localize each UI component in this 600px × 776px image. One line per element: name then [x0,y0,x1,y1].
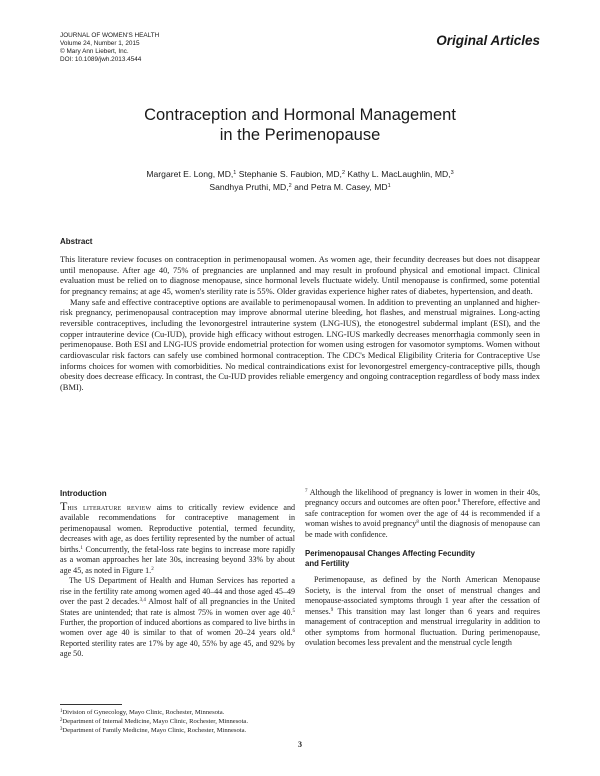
citation: 8 [416,520,419,526]
citation: 9 [330,607,334,613]
page-number: 3 [298,740,302,749]
citation: 5 [292,608,295,614]
citation: 1 [80,545,83,551]
intro-paragraph: The US Department of Health and Human Services has reported a rise in the fertility rate among women aged 40–44 and those aged 45–49 over the past 2 decades.$^{3,4}$ Almost half of all pregnancies in the United States are unintended; that rate is almost 75% in women over age 40.$^5$ Further, the proportion of induced abortions as compared to live births in women over age 40 is similar to that of women 20–24 years old.$^6$ Reported sterility rates are 17% by age 40, 55% by age 45, and 92% by age 50. [60,576,295,659]
citation: 2 [151,566,154,572]
introduction-heading: Introduction [60,489,107,498]
author-name: Kathy L. MacLaughlin, MD, [347,169,451,179]
journal-copyright: © Mary Ann Liebert, Inc. [60,48,129,55]
author-affiliation-mark: 2 [341,170,345,176]
perimenopause-paragraph: Perimenopause, as defined by the North American Menopause Society, is the interval from the onset of menstrual changes and menopause-associated symptoms through 1 year after the cessation of menses.$^9$ This transition may last longer than 6 years and requires management of contraception and menstrual irregularity in addition to other symptoms from hormonal fluctuation. During perimenopause, ovulation becomes less prevalent and the menstrual cycle length [305,575,540,647]
abstract-paragraph: This literature review focuses on contraception in perimenopausal women. As women age, their fecundity decreases but does not disappear until menopause. After age 40, 75% of pregnancies are unplanned and may result in profound physical and emotional impact. Clinical evaluation must be relied on to diagnose menopause, since hormonal levels fluctuate widely. Until menopause is confirmed, some potential for pregnancy remains; at age 45, women's sterility rate is 55%. Older gravidas experience higher rates of diabetes, hypertension, and death. [60,254,540,296]
affiliation-footnotes [60,708,248,736]
author-affiliation-mark: 3 [450,170,454,176]
section-label: Original Articles [436,33,540,48]
author-name: Margaret E. Long, MD, [146,169,234,179]
author-list [60,168,540,193]
abstract-body [60,254,540,393]
article-title-line-2: in the Perimenopause [219,126,381,144]
author-affiliation-mark: 1 [387,182,391,189]
footnote-divider [60,704,122,705]
footnote: $^3$Department of Family Medicine, Mayo Clinic, Rochester, Minnesota. [60,727,247,735]
journal-metadata [60,32,159,64]
perimenopause-subheading: Perimenopausal Changes Affecting Fecundity and Fertility [305,549,475,569]
citation: 7 [305,489,308,494]
citation: 6 [292,629,295,635]
citation: 3,4 [139,598,146,604]
author-affiliation-mark: 2 [288,182,292,189]
author-affiliation-mark: 1 [233,170,237,176]
intro-paragraph: This literature review aims to critically review evidence and available recommendations for contraceptive management in perimenopausal women. Reproductive potential, termed fecundity, decreases with age, as does fertility represented by the number of actual births.$^1$ Concurrently, the fetal-loss rate begins to increase more rapidly as a woman approaches her late 30s, increasing beyond 33% by about age 45, as noted in Figure 1.$^2$ [60,499,295,575]
abstract-paragraph: Many safe and effective contraceptive options are available to perimenopausal women. In addition to preventing an unplanned and higher-risk pregnancy, perimenopausal contraception may improve abnormal uterine bleeding, hot flashes, and menstrual migraines. Long-acting reversible contraceptives, including the levonorgestrel intrauterine system (LNG-IUS), the etonogestrel subdermal implant (ESI), and the copper intrauterine device (Cu-IUD), provide high efficacy without estrogen. LNG-IUS markedly decreases menorrhagia commonly seen in perimenopause. Both ESI and LNG-IUS provide endometrial protection for women using estrogen for vasomotor symptoms. Women without cardiovascular risk factors can safely use combined hormonal contraception. The CDC's Medical Eligibility Criteria for Contraceptive Use informs choices for women with comorbidities. No medical contraindications exist for levonorgestrel emergency-contraceptive pills, though obesity does decrease efficacy. In contrast, the Cu-IUD provides reliable emergency and ongoing contraception regardless of body mass index (BMI). [60,296,540,392]
intro-paragraph-continued: $^7$ Although the likelihood of pregnancy is lower in women in their 40s, pregnancy occurs and outcomes are often poor.$^8$ Therefore, effective and safe contraception for women over the age of 44 is recommended if a woman wishes to avoid pregnancy$^8$ until the diagnosis of menopause can be made with confidence. [305,488,540,539]
abstract-heading: Abstract [60,237,93,246]
author-name: Sandhya Pruthi, MD, [209,181,289,192]
footnote: $^1$Division of Gynecology, Mayo Clinic, Rochester, Minnesota. [60,709,225,716]
drop-cap: T [60,499,68,513]
author-name: and Petra M. Casey, MD [294,181,388,192]
footnote: $^2$Department of Internal Medicine, Mayo Clinic, Rochester, Minnesota. [60,718,248,726]
journal-doi: DOI: 10.1089/jwh.2013.4544 [60,56,142,63]
journal-name: JOURNAL OF WOMEN'S HEALTH [60,32,160,39]
body-column-right [305,488,540,648]
author-name: Stephanie S. Faubion, MD, [238,169,342,179]
journal-volume: Volume 24, Number 1, 2015 [60,40,140,47]
body-column-left [60,499,295,660]
article-title [60,105,540,145]
citation: 8 [457,499,461,505]
article-title-line-1: Contraception and Hormonal Management [144,106,456,124]
